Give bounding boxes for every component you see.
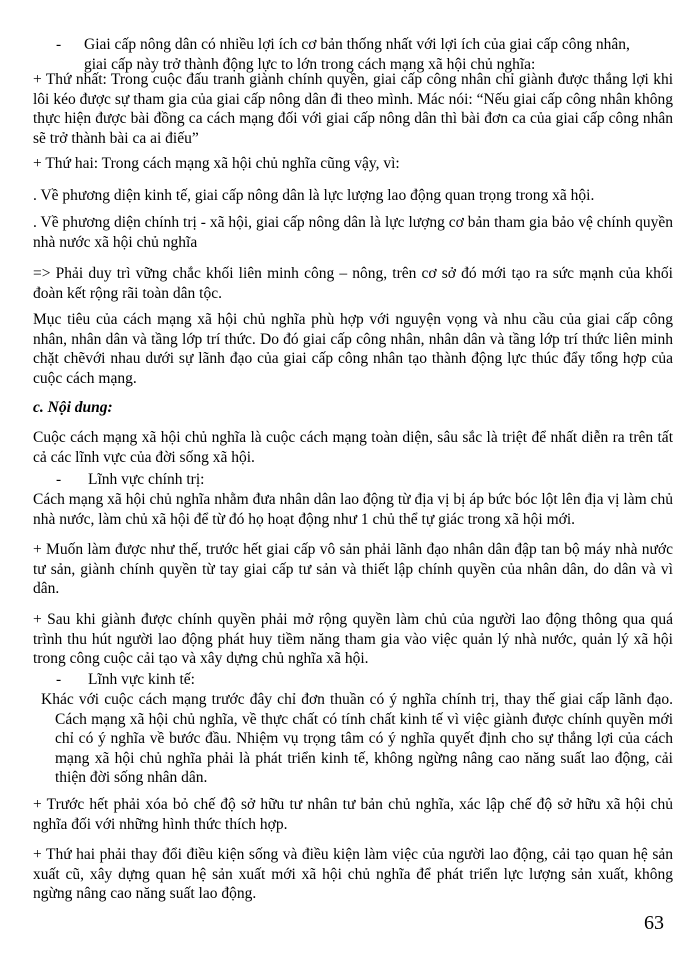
bullet-economic-field: Lĩnh vực kinh tế: bbox=[88, 671, 195, 688]
bullet-marker: - bbox=[56, 36, 62, 53]
paragraph-second-reason: + Thứ hai: Trong cách mạng xã hội chủ nghĩa cũng vậy, vì: bbox=[33, 155, 400, 172]
paragraph-first-reason: + Thứ nhất: Trong cuộc đấu tranh giành chính quyền, giai cấp công nhân chỉ giành được thắng lợi khi lôi kéo được sự tham gia của giai cấp nông dân đi theo mình. Mác nói: “Nếu giai cấp công nhân không thực hiện được bài đồng ca cách mạng đối với giai cấp nông dân thì bài đơn ca của giai cấp công nhân sẽ trở thành bài ca ai điếu” bbox=[33, 71, 673, 147]
paragraph-political-goal: Cách mạng xã hội chủ nghĩa nhằm đưa nhân dân lao động từ địa vị bị áp bức bóc lột lên địa vị làm chủ nhà nước, làm chủ xã hội để từ đó họ hoạt động như 1 chủ thể tự giác trong xã hội mới. bbox=[33, 491, 673, 528]
paragraph-economic-step-two: + Thứ hai phải thay đổi điều kiện sống và điều kiện làm việc của người lao động, cải tạo quan hệ sản xuất cũ, xây dựng quan hệ sản xuất mới xã hội chủ nghĩa để phát triển lực lượng sản xuất, không ngừng nâng cao năng suất lao động. bbox=[33, 846, 673, 902]
paragraph-content-intro: Cuộc cách mạng xã hội chủ nghĩa là cuộc cách mạng toàn diện, sâu sắc là triệt để nhất diễn ra trên tất cả các lĩnh vực của đời sống xã hội. bbox=[33, 429, 673, 466]
section-heading: c. Nội dung: bbox=[33, 399, 113, 416]
paragraph-line: giai cấp này trở thành động lực to lớn trong cách mạng xã hội chủ nghĩa: bbox=[84, 55, 536, 73]
paragraph-peasant-interests bbox=[84, 35, 674, 74]
paragraph-economic-aspect: . Về phương diện kinh tế, giai cấp nông dân là lực lượng lao động quan trọng trong xã hội. bbox=[33, 187, 595, 204]
bullet-political-field: Lĩnh vực chính trị: bbox=[88, 471, 205, 488]
paragraph-alliance-conclusion: => Phải duy trì vững chắc khối liên minh công – nông, trên cơ sở đó mới tạo ra sức mạnh của khối đoàn kết rộng rãi toàn dân tộc. bbox=[33, 265, 673, 302]
paragraph-political-step-one: + Muốn làm được như thế, trước hết giai cấp vô sản phải lãnh đạo nhân dân đập tan bộ máy nhà nước tư sản, giành chính quyền từ tay giai cấp tư sản và thiết lập chính quyền của nhân dân, do dân và vì dân. bbox=[33, 541, 673, 597]
paragraph-economic-step-one: + Trước hết phải xóa bỏ chế độ sở hữu tư nhân tư bản chủ nghĩa, xác lập chế độ sở hữu xã hội chủ nghĩa đối với những hình thức thích hợp. bbox=[33, 796, 673, 833]
bullet-marker: - bbox=[56, 671, 62, 688]
page-number: 63 bbox=[644, 912, 664, 934]
paragraph-line: Giai cấp nông dân có nhiều lợi ích cơ bản thống nhất với lợi ích của giai cấp công nhân, bbox=[84, 36, 630, 53]
paragraph-economic-nature: Khác với cuộc cách mạng trước đây chỉ đơn thuần có ý nghĩa chính trị, thay thế giai cấp lãnh đạo. Cách mạng xã hội chủ nghĩa, về thực chất có tính chất kinh tế vì việc giành được chính quyền mới chỉ có ý nghĩa về bước đầu. Nhiệm vụ trọng tâm có ý nghĩa quyết định cho sự thắng lợi của cách mạng xã hội chủ nghĩa phải là phát triển kinh tế, không ngừng nâng cao năng suất lao động, cải thiện đời sống nhân dân. bbox=[41, 691, 673, 786]
paragraph-political-step-two: + Sau khi giành được chính quyền phải mở rộng quyền làm chủ của người lao động thông qua quá trình thu hút người lao động phát huy tiềm năng tham gia vào việc quản lý nhà nước, quản lý xã hội trong công cuộc cải tạo và xây dựng chủ nghĩa xã hội. bbox=[33, 611, 673, 667]
paragraph-political-aspect: . Về phương diện chính trị - xã hội, giai cấp nông dân là lực lượng cơ bản tham gia bảo vệ chính quyền nhà nước xã hội chủ nghĩa bbox=[33, 214, 673, 251]
paragraph-revolution-goal: Mục tiêu của cách mạng xã hội chủ nghĩa phù hợp với nguyện vọng và nhu cầu của giai cấp công nhân, nhân dân và tầng lớp trí thức. Do đó giai cấp công nhân, nhân dân và tầng lớp trí thức liên minh chặt chẽvới nhau dưới sự lãnh đạo của giai cấp công nhân tạo thành động lực thúc đẩy tổng hợp của cuộc cách mạng. bbox=[33, 311, 673, 387]
bullet-marker: - bbox=[56, 471, 62, 488]
